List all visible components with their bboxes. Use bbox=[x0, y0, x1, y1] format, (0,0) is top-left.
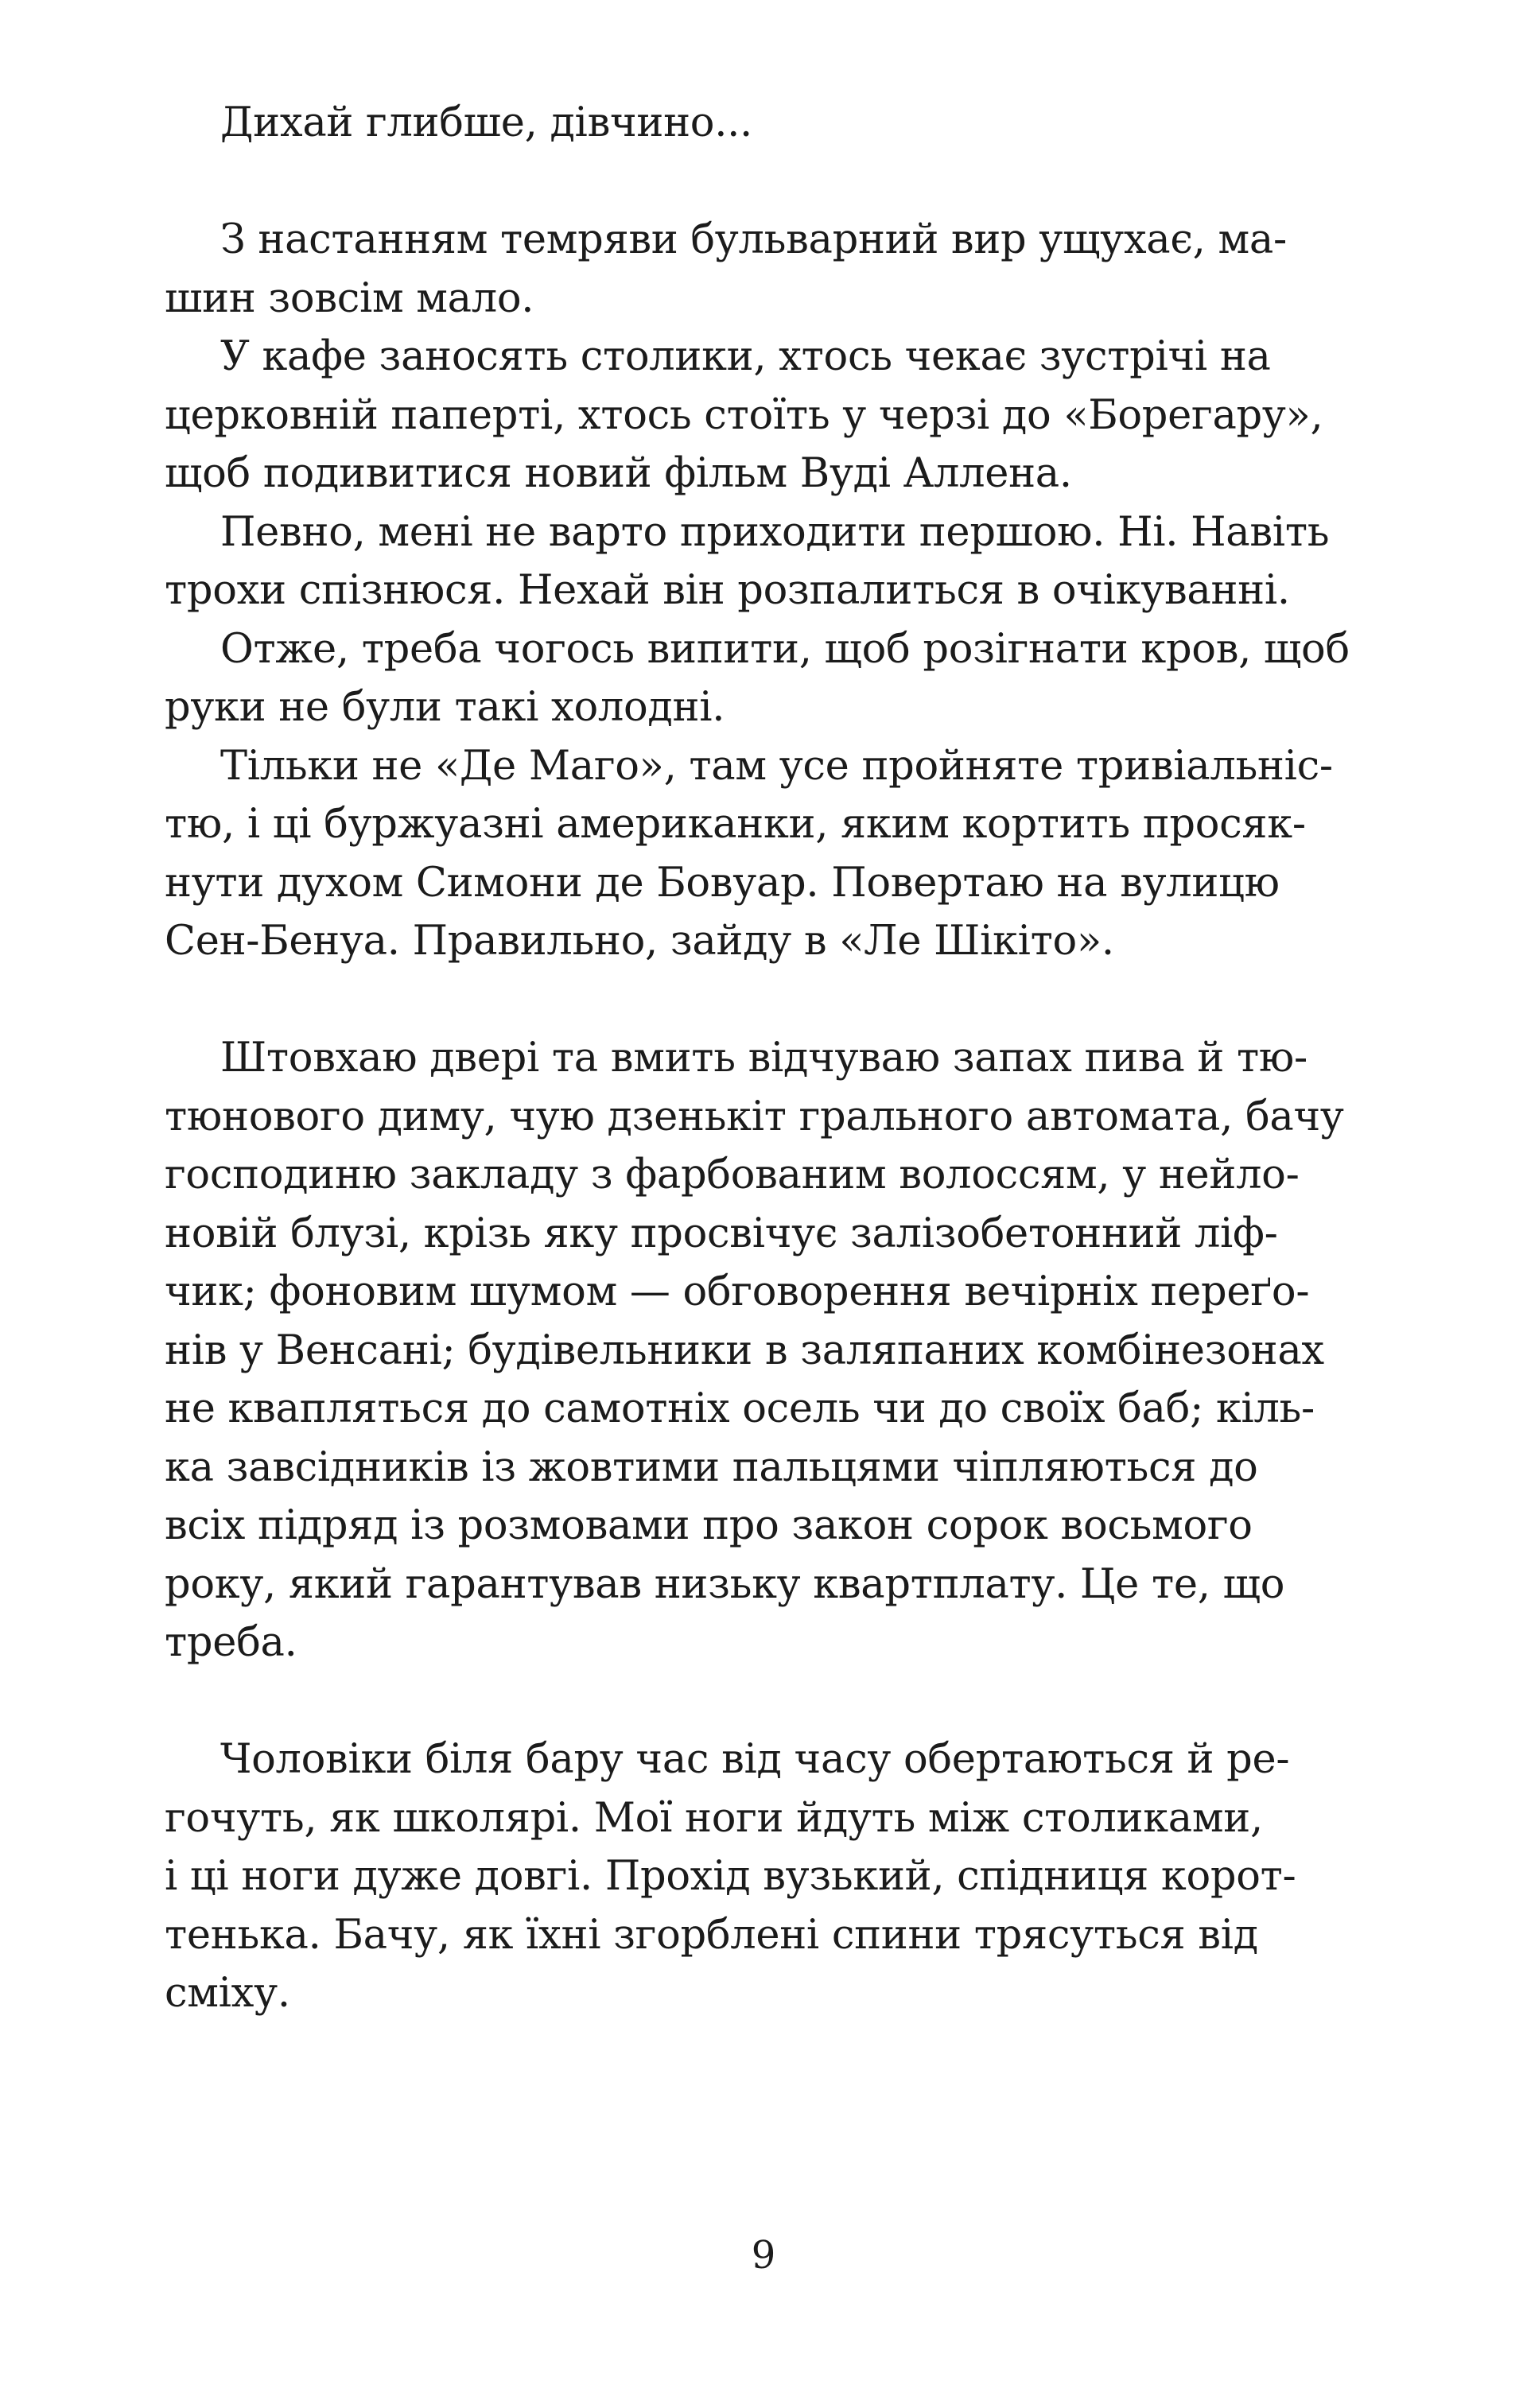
text-line: року, який гарантував низьку квартплату. Це те, що bbox=[165, 1560, 1285, 1608]
text-line: нів у Венсані; будівельники в заляпаних комбінезонах bbox=[165, 1326, 1324, 1374]
text-line: не квапляться до самотніх осель чи до своїх баб; кіль- bbox=[165, 1385, 1315, 1432]
body-text bbox=[165, 94, 1381, 2023]
paragraph bbox=[165, 328, 1381, 503]
text-line: Сен-Бенуа. Правильно, зайду в «Ле Шікіто». bbox=[165, 918, 1114, 965]
text-line: всіх підряд із розмовами про закон сорок восьмого bbox=[165, 1502, 1253, 1549]
text-line: тюнового диму, чую дзенькіт грального автомата, бачу bbox=[165, 1093, 1344, 1140]
text-line: У кафе заносять столики, хтось чекає зустрічі на bbox=[220, 333, 1271, 380]
text-line: церковній паперті, хтось стоїть у черзі до «Борегару», bbox=[165, 391, 1323, 439]
paragraph bbox=[165, 503, 1381, 620]
paragraph bbox=[165, 1029, 1381, 1672]
text-line: руки не були такі холодні. bbox=[165, 684, 725, 731]
paragraph-gap bbox=[165, 153, 1381, 212]
text-line: щоб подивитися новий фільм Вуді Аллена. bbox=[165, 450, 1072, 497]
paragraph-gap bbox=[165, 971, 1381, 1030]
paragraph bbox=[165, 620, 1381, 737]
text-line: шин зовсім мало. bbox=[165, 274, 534, 322]
text-line: треба. bbox=[165, 1619, 297, 1666]
text-line: Дихай глибше, дівчино... bbox=[220, 99, 752, 146]
text-line: чик; фоновим шумом — обговорення вечірніх переґо- bbox=[165, 1268, 1310, 1315]
paragraph bbox=[165, 94, 1381, 153]
text-line: гочуть, як школярі. Мої ноги йдуть між столиками, bbox=[165, 1794, 1263, 1842]
text-line: тенька. Бачу, як їхні згорблені спини трясуться від bbox=[165, 1911, 1258, 1959]
text-line: ка завсідників із жовтими пальцями чіпляються до bbox=[165, 1443, 1258, 1491]
text-line: тю, і ці буржуазні американки, яким кортить просяк- bbox=[165, 801, 1306, 848]
text-line: господиню закладу з фарбованим волоссям, у нейло- bbox=[165, 1152, 1300, 1198]
text-line: новій блузі, крізь яку просвічує залізобетонний ліф- bbox=[165, 1210, 1278, 1257]
paragraph-gap bbox=[165, 1672, 1381, 1731]
text-line: і ці ноги дуже довгі. Прохід вузький, спідниця корот- bbox=[165, 1853, 1296, 1900]
text-line: Певно, мені не варто приходити першою. Ні. Навіть bbox=[220, 508, 1330, 556]
text-line: Штовхаю двері та вмить відчуваю запах пива й тю- bbox=[220, 1035, 1307, 1082]
text-line: Тільки не «Де Маго», там усе пройняте тривіальніс- bbox=[220, 742, 1333, 790]
text-line: трохи спізнюся. Нехай він розпалиться в очікуванні. bbox=[165, 567, 1290, 614]
text-line: Чоловіки біля бару час від часу обертаються й ре- bbox=[220, 1736, 1290, 1783]
text-line: Отже, треба чогось випити, щоб розігнати кров, щоб bbox=[220, 625, 1350, 673]
paragraph bbox=[165, 1730, 1381, 2023]
paragraph bbox=[165, 737, 1381, 971]
page-number: 9 bbox=[751, 2233, 776, 2278]
text-line: З настанням темряви бульварний вир ущухає, ма- bbox=[220, 216, 1287, 263]
paragraph bbox=[165, 211, 1381, 328]
text-line: нути духом Симони де Бовуар. Повертаю на вулицю bbox=[165, 859, 1280, 907]
text-line: сміху. bbox=[165, 1970, 290, 2017]
